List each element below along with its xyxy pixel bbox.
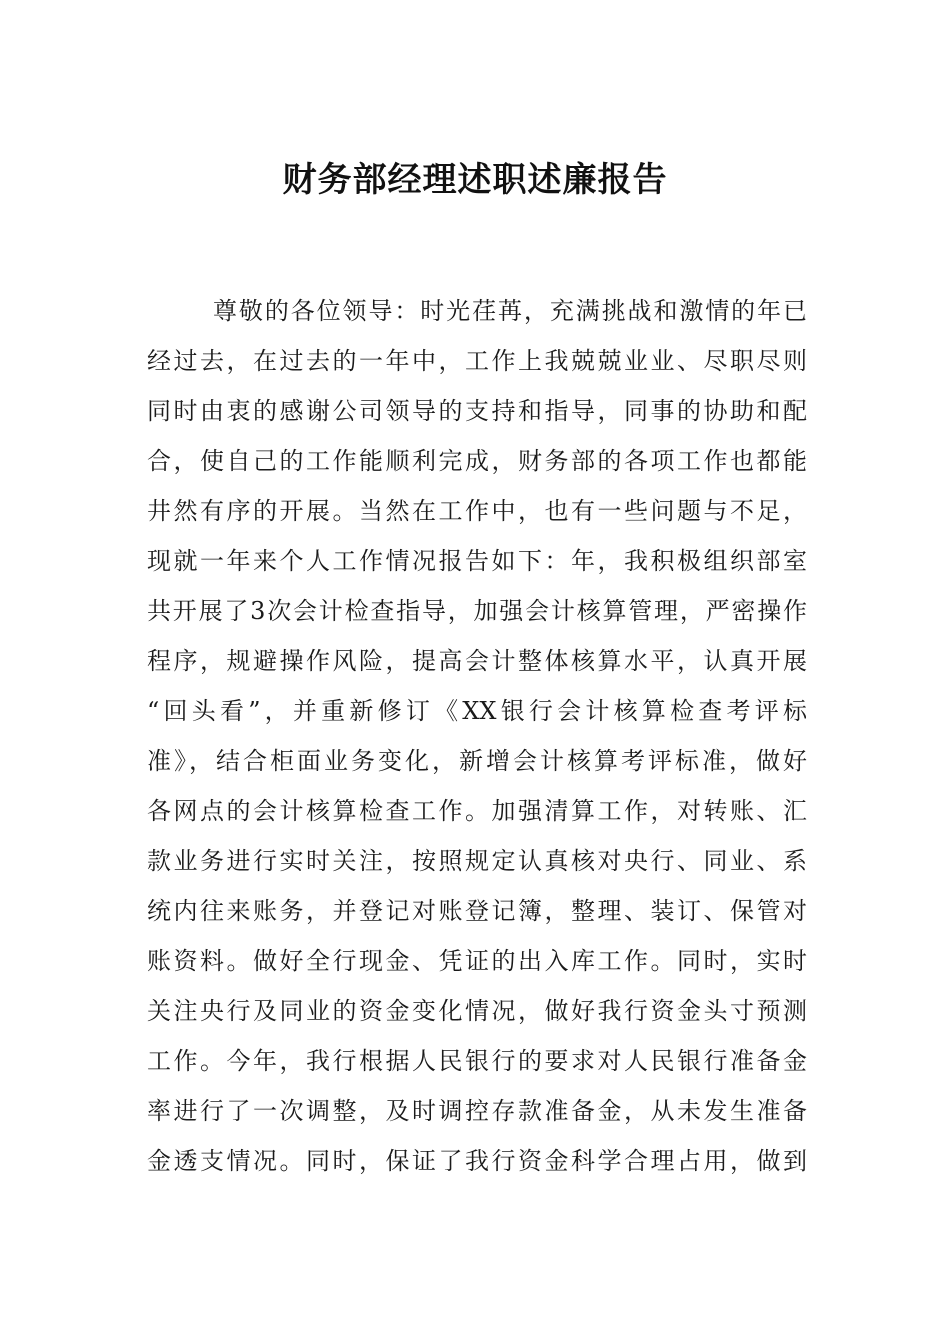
body-line: 各网点的会计核算检查工作。加强清算工作，对转账、汇 bbox=[147, 797, 807, 825]
body-line: 账资料。做好全行现金、凭证的出入库工作。同时，实时 bbox=[147, 947, 807, 975]
body-line: 同时由衷的感谢公司领导的支持和指导，同事的协助和配 bbox=[147, 397, 807, 425]
body-line: 统内往来账务，并登记对账登记簿，整理、装订、保管对 bbox=[147, 897, 807, 925]
body-line: 现就一年来个人工作情况报告如下：年，我积极组织部室 bbox=[147, 547, 807, 575]
body-line: 共开展了3次会计检查指导，加强会计核算管理，严密操作 bbox=[147, 597, 807, 625]
body-line: 经过去，在过去的一年中，工作上我兢兢业业、尽职尽则 bbox=[147, 347, 807, 375]
body-line: 准》，结合柜面业务变化，新增会计核算考评标准，做好 bbox=[147, 747, 807, 775]
body-line: 关注央行及同业的资金变化情况，做好我行资金头寸预测 bbox=[147, 997, 807, 1025]
document-title: 财务部经理述职述廉报告 bbox=[282, 160, 668, 200]
body-line: 款业务进行实时关注，按照规定认真核对央行、同业、系 bbox=[147, 847, 807, 875]
report-body bbox=[147, 286, 807, 1186]
body-line: 井然有序的开展。当然在工作中，也有一些问题与不足， bbox=[147, 497, 807, 525]
body-line: 程序，规避操作风险，提高会计整体核算水平，认真开展 bbox=[147, 647, 807, 675]
body-line: 合，使自己的工作能顺利完成，财务部的各项工作也都能 bbox=[147, 447, 807, 475]
body-line: 金透支情况。同时，保证了我行资金科学合理占用，做到 bbox=[147, 1147, 807, 1175]
body-line: “回头看”，并重新修订《XX银行会计核算检查考评标 bbox=[147, 697, 807, 725]
body-line: 尊敬的各位领导：时光荏苒，充满挑战和激情的年已 bbox=[213, 297, 807, 325]
body-line: 工作。今年，我行根据人民银行的要求对人民银行准备金 bbox=[147, 1047, 807, 1075]
body-line: 率进行了一次调整，及时调控存款准备金，从未发生准备 bbox=[147, 1097, 807, 1125]
